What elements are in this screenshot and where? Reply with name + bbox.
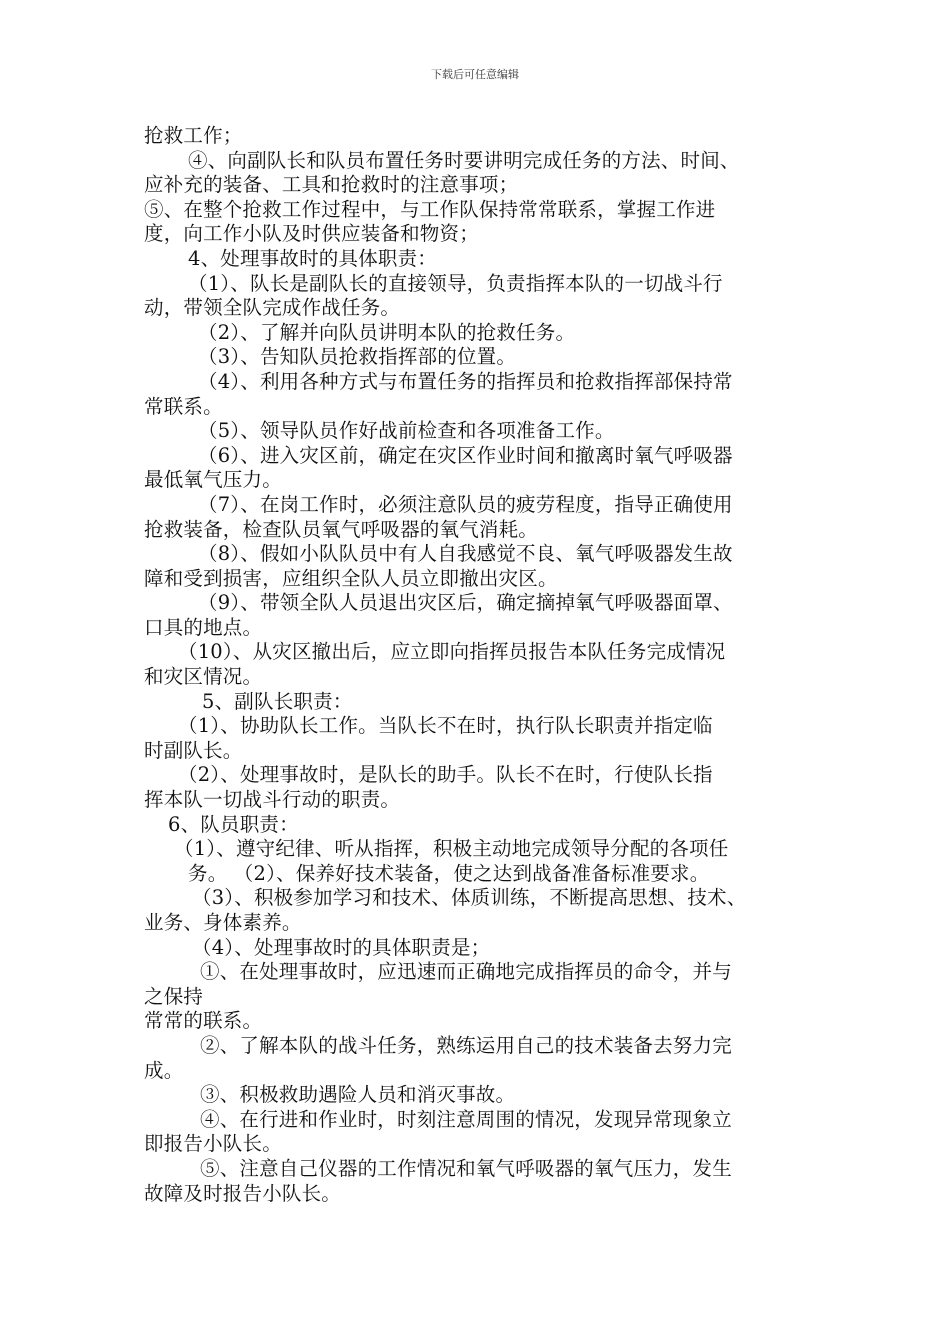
- text-line: （5）、领导队员作好战前检查和各项准备工作。: [198, 419, 615, 443]
- text-line: 口具的地点。: [144, 615, 263, 639]
- text-line: 最低氧气压力。: [144, 468, 282, 492]
- text-line: 之保持: [144, 984, 204, 1008]
- text-line: 应补充的装备、工具和抢救时的注意事项；: [144, 173, 519, 197]
- text-line: ③、积极救助遇险人员和消灭事故。: [200, 1083, 516, 1107]
- text-line: 6、队员职责：: [168, 812, 299, 836]
- text-line: （10）、从灾区撤出后，应立即向指挥员报告本队任务完成情况: [178, 640, 726, 664]
- text-line: 即报告小队长。: [144, 1132, 282, 1156]
- text-line: 抢救装备，检查队员氧气呼吸器的氧气消耗。: [144, 517, 539, 541]
- text-line: （7）、在岗工作时，必须注意队员的疲劳程度，指导正确使用: [198, 492, 733, 516]
- text-line: （2）、处理事故时，是队长的助手。队长不在时，行使队长指: [178, 763, 713, 787]
- text-line: 动，带领全队完成作战任务。: [144, 296, 401, 320]
- text-line: 和灾区情况。: [144, 665, 263, 689]
- text-line: 障和受到损害，应组织全队人员立即撤出灾区。: [144, 566, 558, 590]
- text-line: （8）、假如小队队员中有人自我感觉不良、氧气呼吸器发生故: [198, 542, 733, 566]
- text-line: （6）、进入灾区前，确定在灾区作业时间和撤离时氧气呼吸器: [198, 443, 733, 467]
- text-line: （1）、遵守纪律、听从指挥，积极主动地完成领导分配的各项任: [174, 837, 729, 861]
- page-header: 下载后可任意编辑: [431, 68, 519, 81]
- text-line: 度，向工作小队及时供应装备和物资；: [144, 222, 479, 246]
- text-line: 故障及时报告小队长。: [144, 1181, 342, 1205]
- text-line: （1）、协助队长工作。当队长不在时，执行队长职责并指定临: [178, 714, 713, 738]
- text-line: （4）、利用各种方式与布置任务的指挥员和抢救指挥部保持常: [198, 369, 733, 393]
- text-line: （3）、告知队员抢救指挥部的位置。: [198, 345, 517, 369]
- text-line: ④、在行进和作业时，时刻注意周围的情况，发现异常现象立: [200, 1107, 732, 1131]
- text-line: ①、在处理事故时，应迅速而正确地完成指挥员的命令，并与: [200, 960, 732, 984]
- text-line: 时副队长。: [144, 738, 243, 762]
- text-line: 5、副队长职责：: [202, 689, 353, 713]
- text-line: 成。: [144, 1058, 184, 1082]
- text-line: ⑤、在整个抢救工作过程中，与工作队保持常常联系，掌握工作进: [144, 197, 716, 221]
- text-line: ②、了解本队的战斗任务，熟练运用自己的技术装备去努力完: [200, 1033, 732, 1057]
- text-line: （1）、队长是副队长的直接领导，负责指挥本队的一切战斗行: [188, 271, 723, 295]
- text-line: 业务、身体素养。: [144, 911, 302, 934]
- text-line: 挥本队一切战斗行动的职责。: [144, 788, 401, 812]
- text-line: 常常的联系。: [144, 1009, 263, 1033]
- text-line: （9）、带领全队人员退出灾区后，确定摘掉氧气呼吸器面罩、: [198, 591, 733, 615]
- text-line: 抢救工作；: [144, 124, 243, 147]
- text-line: 4、处理事故时的具体职责：: [188, 246, 438, 270]
- text-line: ④、向副队长和队员布置任务时要讲明完成任务的方法、时间、: [188, 148, 740, 172]
- text-line: 常联系。: [144, 394, 223, 418]
- text-line: （4）、处理事故时的具体职责是；: [192, 935, 491, 959]
- text-line: ⑤、注意自己仪器的工作情况和氧气呼吸器的氧气压力，发生: [200, 1156, 732, 1180]
- text-line: 务。 （2）、保养好技术装备，使之达到战备准备标准要求。: [188, 861, 710, 885]
- document-body: [144, 124, 824, 1206]
- text-line: （2）、了解并向队员讲明本队的抢救任务。: [198, 320, 576, 344]
- text-line: （3）、积极参加学习和技术、体质训练，不断提高思想、技术、: [192, 886, 747, 910]
